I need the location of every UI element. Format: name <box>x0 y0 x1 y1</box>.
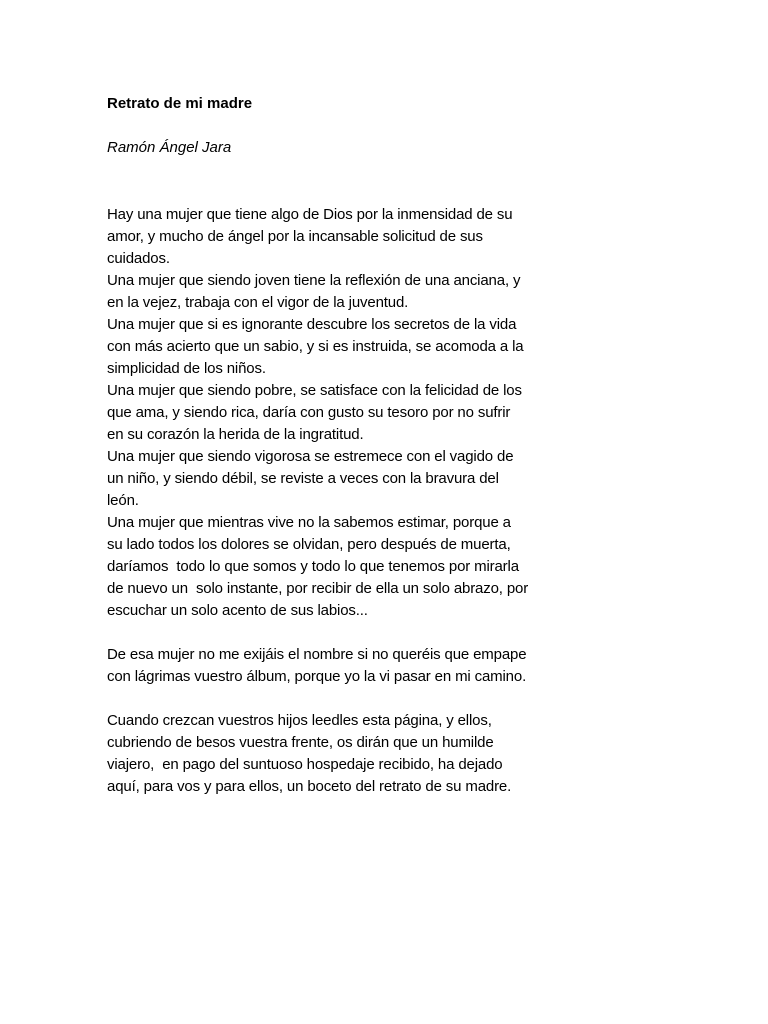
document-author: Ramón Ángel Jara <box>107 139 232 156</box>
text-line: viajero, en pago del suntuoso hospedaje recibido, ha dejado <box>107 756 503 773</box>
text-line: su lado todos los dolores se olvidan, pero después de muerta, <box>107 536 511 553</box>
text-line: un niño, y siendo débil, se reviste a veces con la bravura del <box>107 470 499 487</box>
text-line: en su corazón la herida de la ingratitud. <box>107 426 364 443</box>
paragraph-gap <box>107 688 587 710</box>
text-line: Hay una mujer que tiene algo de Dios por la inmensidad de su <box>107 206 513 223</box>
text-line: con más acierto que un sabio, y si es instruida, se acomoda a la <box>107 338 524 355</box>
document-title: Retrato de mi madre <box>107 95 253 112</box>
text-line: Cuando crezcan vuestros hijos leedles esta página, y ellos, <box>107 712 492 729</box>
text-line: aquí, para vos y para ellos, un boceto del retrato de su madre. <box>107 778 512 795</box>
text-line: con lágrimas vuestro álbum, porque yo la vi pasar en mi camino. <box>107 668 527 685</box>
text-line: Una mujer que siendo pobre, se satisface con la felicidad de los <box>107 382 522 399</box>
document-body <box>107 204 587 798</box>
text-line: Una mujer que siendo joven tiene la reflexión de una anciana, y <box>107 272 521 289</box>
text-line: que ama, y siendo rica, daría con gusto su tesoro por no sufrir <box>107 404 511 421</box>
text-line: cubriendo de besos vuestra frente, os dirán que un humilde <box>107 734 494 751</box>
text-line: simplicidad de los niños. <box>107 360 266 377</box>
text-line: de nuevo un solo instante, por recibir de ella un solo abrazo, por <box>107 580 529 597</box>
paragraph-gap <box>107 622 587 644</box>
text-line: amor, y mucho de ángel por la incansable solicitud de sus <box>107 228 483 245</box>
text-line: león. <box>107 492 139 509</box>
text-line: Una mujer que si es ignorante descubre los secretos de la vida <box>107 316 517 333</box>
text-line: en la vejez, trabaja con el vigor de la juventud. <box>107 294 409 311</box>
text-line: escuchar un solo acento de sus labios... <box>107 602 368 619</box>
text-line: cuidados. <box>107 250 170 267</box>
text-line: De esa mujer no me exijáis el nombre si no queréis que empape <box>107 646 527 663</box>
text-line: Una mujer que mientras vive no la sabemos estimar, porque a <box>107 514 511 531</box>
text-line: daríamos todo lo que somos y todo lo que tenemos por mirarla <box>107 558 519 575</box>
text-line: Una mujer que siendo vigorosa se estremece con el vagido de <box>107 448 514 465</box>
